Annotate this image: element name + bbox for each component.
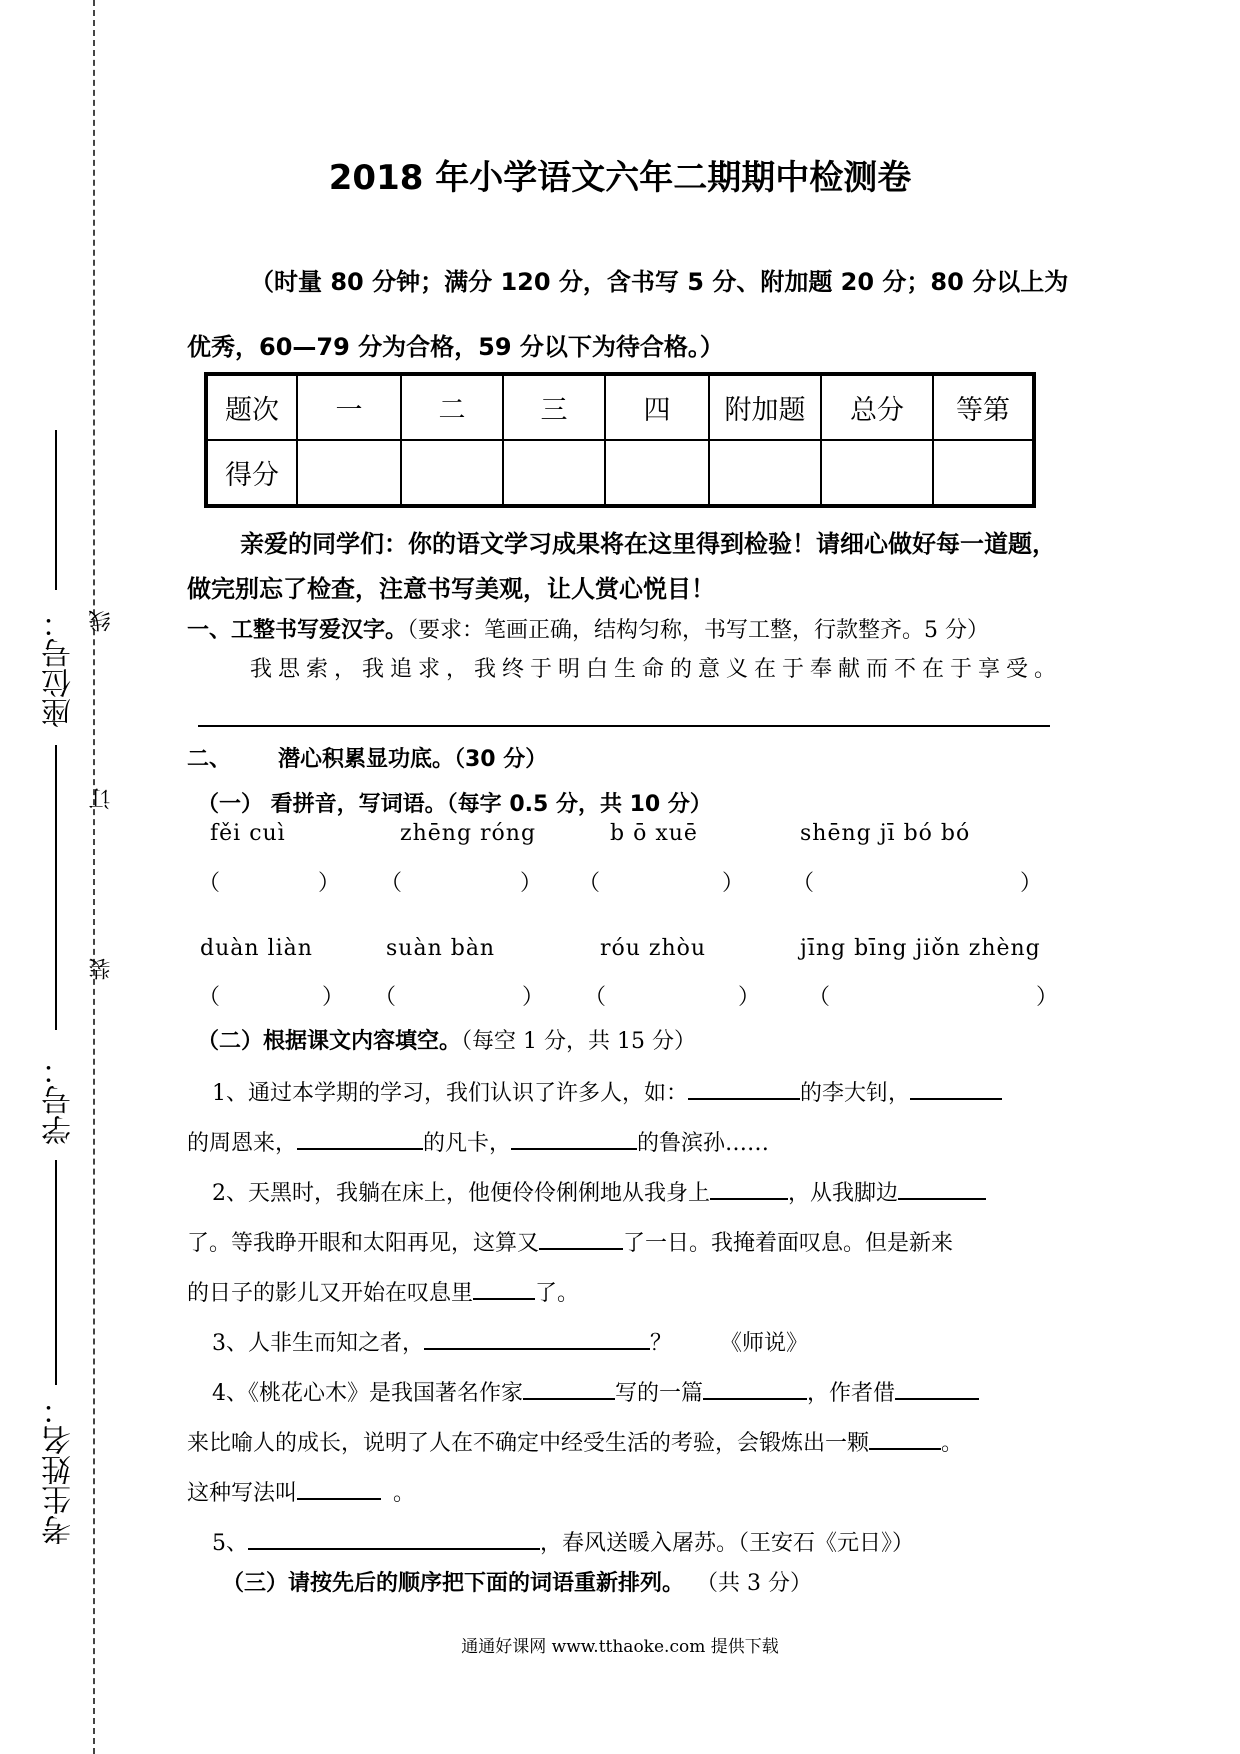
fill-blank[interactable] bbox=[473, 1274, 535, 1300]
student-id-label: 学号： bbox=[42, 1055, 77, 1145]
question-2-text: 2、天黑时，我躺在床上，他便伶伶俐俐地从我身上 bbox=[212, 1181, 710, 1206]
question-4-line-2 bbox=[187, 1424, 963, 1457]
question-4-text: 4、《桃花心木》是我国著名作家 bbox=[212, 1381, 523, 1406]
question-1-text: 1、通过本学期的学习，我们认识了许多人，如： bbox=[212, 1081, 688, 1106]
question-2-text: ，从我脚边 bbox=[788, 1181, 899, 1206]
fill-blank[interactable] bbox=[511, 1124, 637, 1150]
answer-paren-open: （ bbox=[584, 985, 607, 1010]
part-3-heading-line bbox=[222, 1566, 812, 1597]
table-header-cell: 一 bbox=[297, 374, 401, 440]
table-header-cell: 总分 bbox=[821, 374, 933, 440]
part-3-score: （共 3 分） bbox=[696, 1571, 812, 1596]
question-4-text: 写的一篇 bbox=[615, 1381, 704, 1406]
fill-blank[interactable] bbox=[297, 1124, 423, 1150]
question-2-text: 了。等我睁开眼和太阳再见，这算又 bbox=[187, 1231, 540, 1256]
answer-paren-close: ） bbox=[722, 871, 745, 896]
pinyin-item: zhēng róng bbox=[400, 821, 537, 846]
fill-blank[interactable] bbox=[523, 1374, 615, 1400]
question-2-line-2 bbox=[187, 1224, 953, 1257]
fill-blank[interactable] bbox=[910, 1074, 1002, 1100]
answer-paren-open: （ bbox=[380, 871, 403, 896]
part-2-score: （每空 1 分，共 15 分） bbox=[461, 1029, 696, 1054]
pinyin-item: róu zhòu bbox=[600, 936, 707, 961]
pinyin-item: b ō xuē bbox=[610, 821, 698, 846]
fill-blank[interactable] bbox=[703, 1374, 807, 1400]
question-3-text: ？ bbox=[650, 1331, 673, 1356]
part-2-heading-line bbox=[197, 1024, 696, 1055]
writing-line[interactable] bbox=[198, 725, 1050, 727]
page-title: 2018 年小学语文六年二期期中检测卷 bbox=[328, 158, 912, 198]
answer-paren-open: （ bbox=[374, 985, 397, 1010]
question-4-line-1 bbox=[212, 1374, 979, 1407]
binding-char-zhuang: 装 bbox=[89, 958, 114, 980]
student-name-label: 考生姓名： bbox=[42, 1395, 77, 1545]
score-table bbox=[204, 372, 1036, 508]
copy-sentence: 我思索，我追求，我终于明白生命的意义在于奉献而不在于享受。 bbox=[250, 657, 1063, 682]
question-4-text: 这种写法叫 bbox=[187, 1481, 298, 1506]
fill-blank[interactable] bbox=[898, 1174, 986, 1200]
question-1-text: 的周恩来， bbox=[187, 1131, 298, 1156]
greeting-line-2: 做完别忘了检查，注意书写美观，让人赏心悦目！ bbox=[187, 575, 715, 603]
question-3-text: 3、人非生而知之者， bbox=[212, 1331, 424, 1356]
score-cell[interactable] bbox=[709, 440, 821, 506]
table-header-cell: 三 bbox=[503, 374, 605, 440]
score-table-header-row bbox=[206, 374, 1034, 440]
fill-blank[interactable] bbox=[297, 1474, 381, 1500]
pinyin-item: fěi cuì bbox=[210, 821, 286, 846]
pinyin-item: jīng bīng jiǒn zhèng bbox=[800, 936, 1041, 961]
fill-blank[interactable] bbox=[895, 1374, 979, 1400]
fill-blank[interactable] bbox=[424, 1324, 650, 1350]
answer-paren-close: ） bbox=[1020, 871, 1043, 896]
fill-blank[interactable] bbox=[710, 1174, 788, 1200]
seat-number-label: 座位号： bbox=[42, 608, 77, 728]
section-2-heading: 潜心积累显功底。（30 分） bbox=[278, 747, 548, 772]
question-2-line-1 bbox=[212, 1174, 986, 1207]
answer-paren-open: （ bbox=[198, 871, 221, 896]
question-4-text: 。 bbox=[941, 1431, 964, 1456]
exam-info-line-1: （时量 80 分钟；满分 120 分，含书写 5 分、附加题 20 分；80 分以上为 bbox=[250, 268, 1069, 296]
table-header-cell: 四 bbox=[605, 374, 709, 440]
question-2-text: 了。 bbox=[535, 1281, 580, 1306]
fill-blank[interactable] bbox=[869, 1424, 941, 1450]
student-name-line bbox=[55, 1160, 57, 1385]
section-2-heading-number: 二、 bbox=[187, 747, 232, 772]
table-header-cell: 等第 bbox=[933, 374, 1034, 440]
binding-char-xian: 线 bbox=[89, 610, 114, 632]
part-3-heading: （三）请按先后的顺序把下面的词语重新排列。 bbox=[222, 1571, 685, 1596]
section-1-requirement: （要求：笔画正确，结构匀称，书写工整，行款整齐。5 分） bbox=[407, 618, 990, 643]
question-4-text: ，作者借 bbox=[807, 1381, 896, 1406]
page-footer: 通通好课网 www.tthaoke.com 提供下载 bbox=[461, 1637, 779, 1657]
table-header-cell: 二 bbox=[401, 374, 503, 440]
table-header-cell: 题次 bbox=[206, 374, 297, 440]
greeting-line-1: 亲爱的同学们：你的语文学习成果将在这里得到检验！请细心做好每一道题， bbox=[240, 530, 1056, 558]
answer-paren-open: （ bbox=[198, 985, 221, 1010]
answer-paren-close: ） bbox=[322, 985, 345, 1010]
fill-blank[interactable] bbox=[248, 1524, 540, 1550]
question-1-text: 的鲁滨孙…… bbox=[637, 1131, 770, 1156]
section-1-heading-line bbox=[187, 613, 989, 644]
question-4-line-3 bbox=[187, 1474, 415, 1507]
table-row-label: 得分 bbox=[206, 440, 297, 506]
part-2-heading: （二）根据课文内容填空。 bbox=[197, 1029, 462, 1054]
fill-blank[interactable] bbox=[688, 1074, 800, 1100]
part-1-heading: （一） 看拼音，写词语。（每字 0.5 分，共 10 分） bbox=[197, 792, 712, 817]
score-cell[interactable] bbox=[401, 440, 503, 506]
question-5-text: 5、 bbox=[212, 1531, 248, 1556]
answer-paren-open: （ bbox=[792, 871, 815, 896]
answer-paren-close: ） bbox=[318, 871, 341, 896]
pinyin-item: suàn bàn bbox=[386, 936, 496, 961]
score-cell[interactable] bbox=[297, 440, 401, 506]
question-5-text: ，春风送暖入屠苏。（王安石《元日》） bbox=[540, 1531, 915, 1556]
question-1-line-1 bbox=[212, 1074, 1002, 1107]
question-3-line bbox=[212, 1324, 808, 1357]
pinyin-item: shēng jī bó bó bbox=[800, 821, 971, 846]
answer-paren-close: ） bbox=[522, 985, 545, 1010]
question-2-text: 的日子的影儿又开始在叹息里 bbox=[187, 1281, 474, 1306]
pinyin-item: duàn liàn bbox=[200, 936, 313, 961]
score-table-score-row bbox=[206, 440, 1034, 506]
binding-char-ding: 订 bbox=[89, 788, 114, 810]
question-3-source: 《师说》 bbox=[720, 1331, 809, 1356]
question-4-text: 。 bbox=[393, 1481, 416, 1506]
answer-paren-close: ） bbox=[1036, 985, 1059, 1010]
answer-paren-close: ） bbox=[738, 985, 761, 1010]
answer-paren-open: （ bbox=[808, 985, 831, 1010]
binding-dashed-line bbox=[93, 0, 95, 1754]
score-cell[interactable] bbox=[503, 440, 605, 506]
question-1-text: 的李大钊， bbox=[800, 1081, 911, 1106]
question-2-text: 了一日。我掩着面叹息。但是新来 bbox=[623, 1231, 954, 1256]
student-id-line bbox=[55, 745, 57, 1030]
score-cell[interactable] bbox=[605, 440, 709, 506]
answer-paren-close: ） bbox=[520, 871, 543, 896]
exam-info-line-2: 优秀，60—79 分为合格，59 分以下为待合格。） bbox=[187, 333, 724, 361]
score-cell[interactable] bbox=[821, 440, 933, 506]
seat-number-line bbox=[55, 430, 57, 590]
question-2-line-3 bbox=[187, 1274, 579, 1307]
question-5-line bbox=[212, 1524, 914, 1557]
table-header-cell: 附加题 bbox=[709, 374, 821, 440]
question-1-line-2 bbox=[187, 1124, 769, 1157]
score-cell[interactable] bbox=[933, 440, 1034, 506]
answer-paren-open: （ bbox=[578, 871, 601, 896]
question-4-text: 来比喻人的成长，说明了人在不确定中经受生活的考验，会锻炼出一颗 bbox=[187, 1431, 870, 1456]
section-1-heading: 一、工整书写爱汉字。 bbox=[187, 618, 408, 643]
question-1-text: 的凡卡， bbox=[423, 1131, 512, 1156]
fill-blank[interactable] bbox=[539, 1224, 623, 1250]
